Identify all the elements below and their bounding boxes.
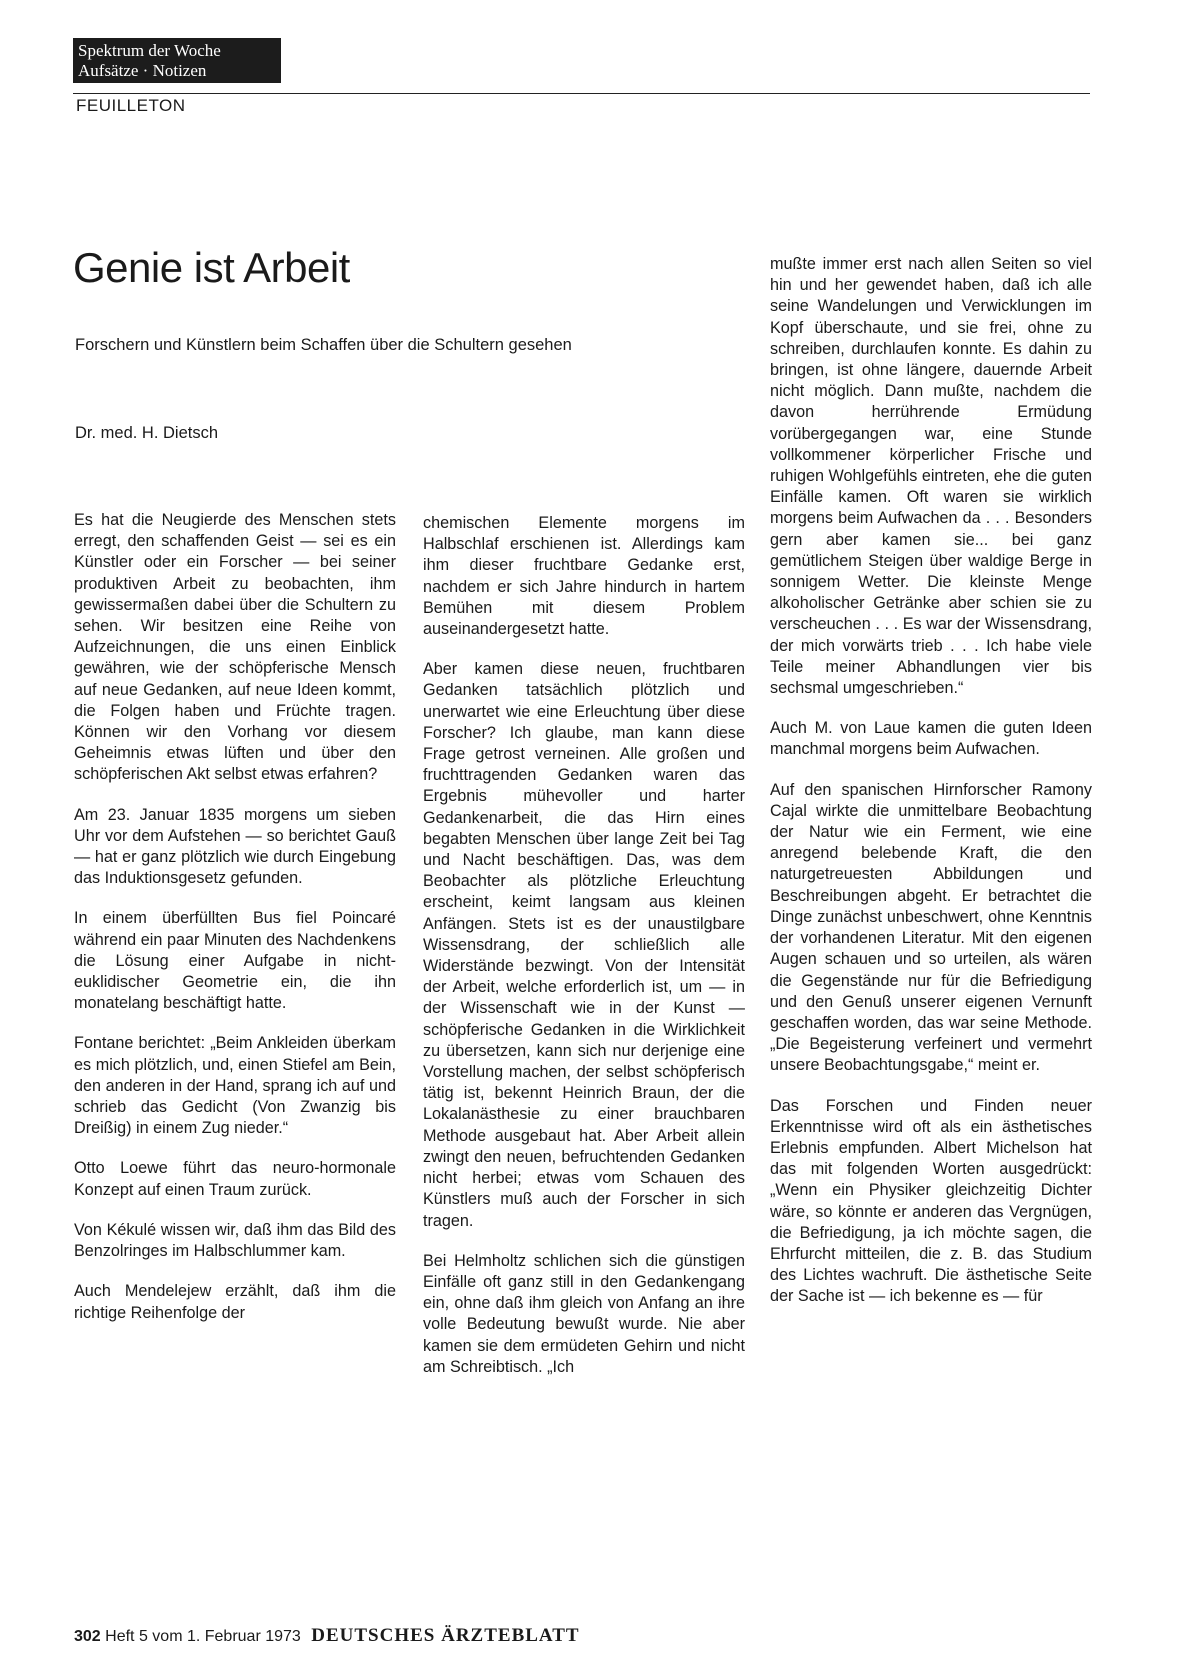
- paragraph: Von Kékulé wissen wir, daß ihm das Bild des Benzolringes im Halbschlummer kam.: [74, 1220, 396, 1261]
- paragraph: Auch Mendelejew erzählt, daß ihm die richtige Reihenfolge der: [74, 1282, 396, 1322]
- page-footer: [74, 1625, 580, 1647]
- article-author: Dr. med. H. Dietsch: [75, 424, 219, 442]
- section-label: FEUILLETON: [76, 96, 186, 115]
- article-subtitle: Forschern und Künstlern beim Schaffen über die Schultern gesehen: [75, 336, 572, 354]
- header-rule: [73, 93, 1090, 94]
- paragraph: mußte immer erst nach allen Seiten so viel hin und her gewendet haben, daß ich alle seine Wandelungen und Verwicklungen im Kopf überschaute, und sie frei, ohne zu schreiben, durchlaufen konnte. Es dahin zu bringen, ist ohne längere, dauernde Arbeit nicht möglich. Dann mußte, nachdem die davon herrührende Ermüdung vorübergegangen war, eine Stunde vollkommener körperlicher Frische und ruhigen Wohlgefühls eintreten, ehe die guten Einfälle kamen. Oft waren sie wirklich morgens beim Aufwachen da . . . Besonders gern aber kamen sie... bei ganz gemütlichem Steigen über waldige Berge in sonnigem Wetter. Die kleinste Menge alkoholischer Getränke aber schien sie zu verscheuchen . . . Es war der Wissensdrang, der mich vorwärts trieb . . . Ich habe viele Teile meiner Abhandlungen vier bis sechsmal umgeschrieben.“: [770, 255, 1092, 698]
- badge-line-1: Spektrum der Woche: [78, 41, 221, 60]
- paragraph: Das Forschen und Finden neuer Erkenntnisse wird oft als ein ästhetisches Erlebnis empfunden. Albert Michelson hat das mit folgenden Worten ausgedrückt: „Wenn ein Physiker gleichzeitig Dichter wäre, so könnte er anderen das Vergnügen, die Befriedigung, ja ich möchte sagen, die Ehrfurcht mitteilen, die z. B. das Studium des Lichtes wachruft. Die ästhetische Seite der Sache ist — ich bekenne es — für: [770, 1096, 1092, 1306]
- paragraph: Auch M. von Laue kamen die guten Ideen manchmal morgens beim Aufwachen.: [770, 719, 1092, 759]
- text-column-2: [423, 513, 745, 1397]
- paragraph: Fontane berichtet: „Beim Ankleiden überkam es mich plötzlich, und, einen Stiefel am Bein, den anderen in der Hand, sprang ich auf und schrieb das Gedicht (Von Zwanzig bis Dreißig) in einem Zug nieder.“: [74, 1034, 396, 1138]
- paragraph: chemischen Elemente morgens im Halbschlaf erschienen ist. Allerdings kam ihm dieser fruchtbare Gedanke erst, nachdem er sich Jahre hindurch in hartem Bemühen mit diesem Problem auseinandergesetzt hatte.: [423, 514, 745, 639]
- paragraph: Aber kamen diese neuen, fruchtbaren Gedanken tatsächlich plötzlich und unerwartet wie eine Erleuchtung über diese Forscher? Ich glaube, man kann diese Frage getrost verneinen. Alle großen und fruchttragenden Gedanken waren das Ergebnis mühevoller und harter Gedankenarbeit, die das Hirn eines begabten Menschen über lange Zeit bei Tag und Nacht beschäftigen. Das, was dem Beobachter als plötzliche Erleuchtung erscheint, keimt langsam aus kleinen Anfängen. Stets ist es der unaustilgbare Wissensdrang, der schließlich alle Widerstände bezwingt. Von der Intensität der Arbeit, welche erforderlich ist, um — in der Wissenschaft wie in der Kunst — schöpferische Gedanken in die Wirklichkeit zu übersetzen, kann sich nur derjenige eine Vorstellung machen, der selbst schöpferisch tätig ist, bekennt Heinrich Braun, der die Lokalanästhesie zu einer brauchbaren Methode ausgebaut hat. Aber Arbeit allein zwingt den neuen, befruchtenden Gedanken nicht herbei; etwas vom Schauen des Künstlers muß auch der Forscher in sich tragen.: [423, 660, 745, 1230]
- page-number: 302: [74, 1628, 101, 1645]
- magazine-name: DEUTSCHES ÄRZTEBLATT: [311, 1625, 580, 1646]
- text-column-1: [74, 510, 396, 1343]
- paragraph: In einem überfüllten Bus fiel Poincaré während ein paar Minuten des Nachdenkens die Lösung einer Aufgabe in nicht-euklidischer Geometrie ein, die ihn monatelang beschäftigt hatte.: [74, 909, 396, 1013]
- paragraph: Auf den spanischen Hirnforscher Ramony Cajal wirkte die unmittelbare Beobachtung der Natur wie ein Ferment, wie eine anregend belebende Kraft, die den naturgetreuesten Abbildungen und Beschreibungen abgeht. Er betrachtet die Dinge zunächst unbeschwert, ohne Kenntnis der vorhandenen Literatur. Mit den eigenen Augen schauen und so urteilen, als wären die Gegenstände nur für die Befriedigung und den Genuß unserer eigenen Vernunft geschaffen worden, das war seine Methode. „Die Begeisterung verfeinert und vermehrt unsere Beobachtungsgabe,“ meint er.: [770, 780, 1092, 1075]
- issue-info: Heft 5 vom 1. Februar 1973: [105, 1628, 301, 1645]
- article-title: Genie ist Arbeit: [73, 244, 350, 291]
- badge-line-2: Aufsätze · Notizen: [78, 61, 207, 80]
- section-badge: [73, 38, 281, 83]
- paragraph: Otto Loewe führt das neuro-hormonale Konzept auf einen Traum zurück.: [74, 1159, 396, 1199]
- paragraph: Am 23. Januar 1835 morgens um sieben Uhr vor dem Aufstehen — so berichtet Gauß — hat er ganz plötzlich wie durch Eingebung das Induktionsgesetz gefunden.: [74, 805, 396, 888]
- paragraph: Es hat die Neugierde des Menschen stets erregt, den schaffenden Geist — sei es ein Künstler oder ein Forscher — bei seiner produktiven Arbeit zu beobachten, ihm gewissermaßen dabei über die Schultern zu sehen. Wir besitzen eine Reihe von Aufzeichnungen, die uns einen Einblick gewähren, wie der schöpferische Mensch auf neue Gedanken, auf neue Ideen kommt, die Folgen haben und Früchte tragen. Können wir den Vorhang vor diesem Geheimnis etwas lüften und über den schöpferischen Akt selbst etwas erfahren?: [74, 511, 396, 784]
- text-column-3: [770, 254, 1092, 1327]
- paragraph: Bei Helmholtz schlichen sich die günstigen Einfälle oft ganz still in den Gedankengang ein, ohne daß ihm gleich von Anfang an ihre volle Bedeutung bewußt wurde. Nie aber kamen sie dem ermüdeten Gehirn und nicht am Schreibtisch. „Ich: [423, 1251, 745, 1376]
